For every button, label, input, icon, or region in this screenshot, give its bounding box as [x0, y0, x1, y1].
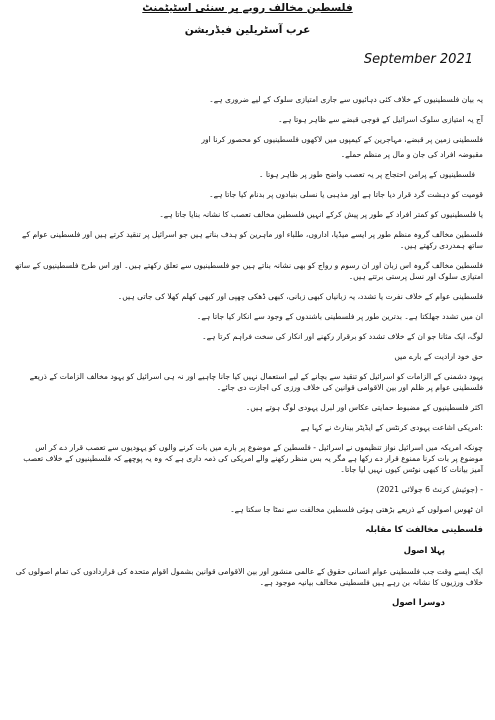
paragraph: :امریکی اشاعت یہودی کرنٹس کے ایڈیٹر بینارٹ نے کہا ہے	[300, 423, 483, 432]
paragraph: یہود دشمنی کے الزامات کو اسرائیل کو تنقید سے بچانے کے لیے استعمال نہیں کیا جانا چاہیے اور نہ ہی اسرائیل کو یہود مخالف الزامات کے ذریعے فلسطینی عوام پر ظلم اور بین الاقوامی قوانین کی خلاف ورزی کی اجازت دی جائے۔	[29, 372, 483, 392]
paragraph: حق خود ارادیت کے بارے میں	[394, 352, 483, 361]
document-date: September 2021	[363, 52, 473, 67]
paragraph: مقبوضہ افراد کی جان و مال پر منظم حملے۔	[340, 150, 483, 159]
citation: - (جوئیش کرنٹ 6 جولائی 2021)	[376, 485, 483, 494]
document-title: فلسطین مخالف رویے پر سنئی اسٹیٹمنٹ	[142, 2, 353, 14]
section-heading: فلسطینی مخالفت کا مقابلہ	[365, 525, 483, 535]
principle-1-text: ایک ایسے وقت جب فلسطینی عوام انسانی حقوق کے عالمی منشور اور بین الاقوامی قوانین بشمول اقوام متحدہ کی قراردادوں کی تمام اصولوں کی خلاف ورزیوں کا نشانہ بن رہے ہیں فلسطینی مخالف بیانیہ موجود ہے۔	[15, 567, 483, 587]
paragraph: قومیت کو دہشت گرد قرار دیا جاتا ہے اور مذہبی یا نسلی بنیادوں پر بدنام کیا جاتا ہے۔	[209, 190, 483, 199]
paragraph: فلسطینی عوام کے خلاف نفرت یا تشدد، یہ زبانیاں کبھی زبانی، کبھی ڈھکی چھپی اور کبھی کھلم کھلا کی جاتی ہیں۔	[117, 292, 483, 301]
document-body	[14, 94, 483, 618]
quote-paragraph: چونکہ امریکہ میں اسرائیل نواز تنظیموں نے اسرائیل - فلسطین کے موضوع پر بارے میں بات کرنے والوں کو یہودیوں سے تعصب قرار دے کر اس موضوع پر بات کرنا ممنوع قرار دے رکھا ہے مگر یہ بس منظر رکھنے والے امریکی کی ذمہ داری ہے کہ وہ یہ پوچھے کہ فلسطینیوں کے خلاف تعصب آمیز بیانات کا کبھی نوٹس کیوں نہیں لیا جاتا۔	[23, 443, 483, 474]
paragraph: فلسطین مخالف گروہ منظم طور پر ایسے میڈیا، اداروں، طلباء اور ماہرین کو ہدف بناتے ہیں جو اسرائیل پر تنقید کرتے ہیں اور فلسطینی عوام کے ساتھ ہمدردی رکھتے ہیں۔	[22, 230, 483, 250]
principle-1-title: پہلا اصول	[403, 546, 445, 556]
paragraph: اکثر فلسطینیوں کے مضبوط حمایتی عکاس اور لبرل یہودی لوگ ہوتے ہیں۔	[245, 403, 483, 412]
paragraph: فلسطینیوں کے پرامن احتجاج پر یہ تعصب واضح طور پر ظاہر ہوتا ۔	[258, 170, 475, 179]
paragraph: ان میں تشدد جھلکتا ہے۔ بدترین طور پر فلسطینی باشندوں کے وجود سے انکار کیا جاتا ہے۔	[196, 312, 483, 321]
organization-name: عرب آسٹریلین فیڈریشن	[184, 24, 311, 36]
paragraph: لوگ، ایک مثانا جو ان کے خلاف تشدد کو برقرار رکھنے اور انکار کی سخت فراہم کرتا ہے۔	[202, 332, 483, 341]
paragraph: یہ بیان فلسطینیوں کے خلاف کئی دہائیوں سے جاری امتیازی سلوک کے لیے ضروری ہے۔	[209, 95, 483, 104]
paragraph: یا فلسطینیوں کو کمتر افراد کے طور پر پیش کرکے انہیں فلسطین مخالف تعصب کا نشانہ بنایا جاتا ہے۔	[159, 210, 483, 219]
paragraph: فلسطین مخالف گروہ اس زبان اور ان رسوم و رواج کو بھی نشانہ بناتے ہیں جو فلسطینیوں سے تعلق رکھتے ہیں۔ اور اس طرح فلسطینیوں کے ساتھ امتیازی سلوک اور نسل پرستی برتتے ہیں۔	[14, 261, 483, 281]
paragraph: فلسطینی زمین پر قبضے، مہاجرین کے کیمپوں میں لاکھوں فلسطینیوں کو محصور کرنا اور	[201, 135, 483, 144]
principle-2-title: دوسرا اصول	[392, 598, 445, 608]
paragraph: ان ٹھوس اصولوں کے ذریعے بڑھتی ہوئی فلسطین مخالفت سے نمٹا جا سکتا ہے۔	[230, 505, 483, 514]
paragraph: آج یہ امتیازی سلوک اسرائیل کے فوجی قبضے سے ظاہر ہوتا ہے۔	[278, 115, 483, 124]
